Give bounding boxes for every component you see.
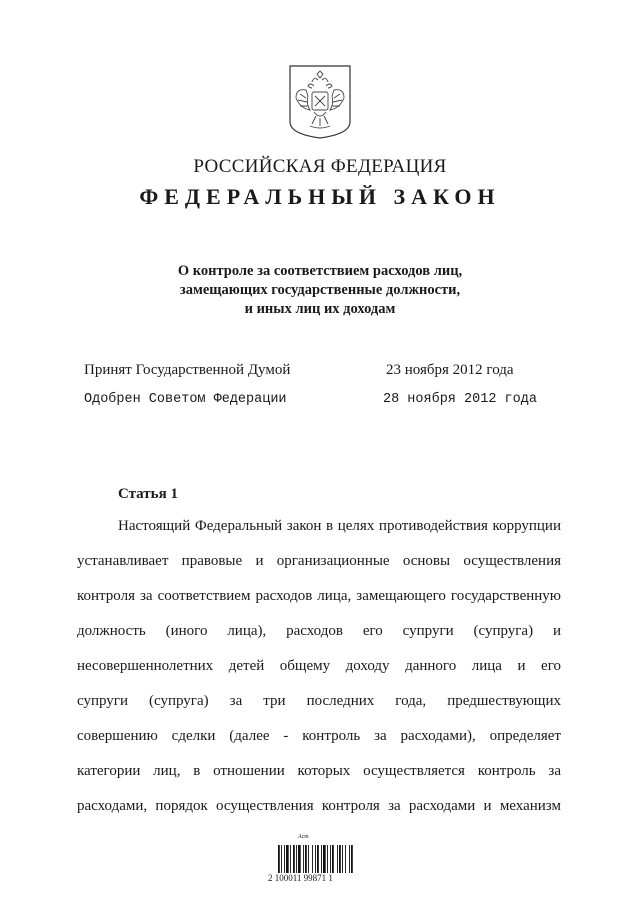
barcode-bar xyxy=(330,845,331,873)
approved-by-council-date: 28 ноября 2012 года xyxy=(383,392,537,407)
law-title-line: и иных лиц их доходам xyxy=(244,301,396,317)
barcode-handwritten-mark: Аст xyxy=(298,834,309,840)
barcode-bar xyxy=(337,845,338,873)
barcode-bar xyxy=(303,845,304,873)
article-text-line: расходами, порядок осуществления контроля за расходами и механизм xyxy=(77,798,561,814)
law-type-heading: ФЕДЕРАЛЬНЫЙ ЗАКОН xyxy=(139,184,501,209)
barcode-bar xyxy=(351,845,353,873)
barcode-bar xyxy=(345,845,346,873)
barcode-bar xyxy=(321,845,322,873)
barcode-bar xyxy=(332,845,334,873)
state-emblem-icon xyxy=(288,64,352,140)
article-text-line: должность (иного лица), расходов его супруги (супруга) и xyxy=(77,623,561,639)
barcode-bar xyxy=(339,845,341,873)
adopted-by-duma-date: 23 ноября 2012 года xyxy=(386,362,514,378)
approved-by-council-label: Одобрен Советом Федерации xyxy=(84,392,287,407)
article-text-line: устанавливает правовые и организационные основы осуществления xyxy=(77,553,561,569)
barcode-bar xyxy=(298,845,301,873)
adopted-by-duma-label: Принят Государственной Думой xyxy=(84,362,291,378)
article-text-line: супруги (супруга) за три последних года, предшествующих xyxy=(77,693,561,709)
barcode-bar xyxy=(281,845,282,873)
barcode-bar xyxy=(278,845,280,873)
country-heading: РОССИЙСКАЯ ФЕДЕРАЦИЯ xyxy=(193,156,447,177)
article-text-line: категории лиц, в отношении которых осуществляется контроль за xyxy=(77,763,561,779)
law-title-line: замещающих государственные должности, xyxy=(179,282,461,298)
article-heading: Статья 1 xyxy=(118,486,178,502)
barcode-bar xyxy=(284,845,285,873)
law-title-line: О контроле за соответствием расходов лиц, xyxy=(177,263,463,279)
barcode-bar xyxy=(323,845,326,873)
barcode-bar xyxy=(305,845,307,873)
barcode-bar xyxy=(312,845,313,873)
barcode-bar xyxy=(349,845,350,873)
barcode-bar xyxy=(308,845,309,873)
barcode-bar xyxy=(327,845,328,873)
article-text-line: несовершеннолетних детей общему доходу данного лица и его xyxy=(77,658,561,674)
barcode-bar xyxy=(286,845,289,873)
barcode-bar xyxy=(290,845,291,873)
law-title xyxy=(0,262,640,319)
article-text-line: контроля за соответствием расходов лица, замещающего государственную xyxy=(77,588,561,604)
article-text-line: Настоящий Федеральный закон в целях противодействия коррупции xyxy=(118,518,561,534)
barcode-bar xyxy=(293,845,295,873)
barcode-bar xyxy=(317,845,319,873)
barcode-number: 2 100011 99871 1 xyxy=(268,873,333,883)
article-text-line: совершению сделки (далее - контроль за расходами), определяет xyxy=(77,728,561,744)
barcode-bar xyxy=(296,845,297,873)
barcode-bar xyxy=(315,845,316,873)
barcode-bar xyxy=(342,845,343,873)
